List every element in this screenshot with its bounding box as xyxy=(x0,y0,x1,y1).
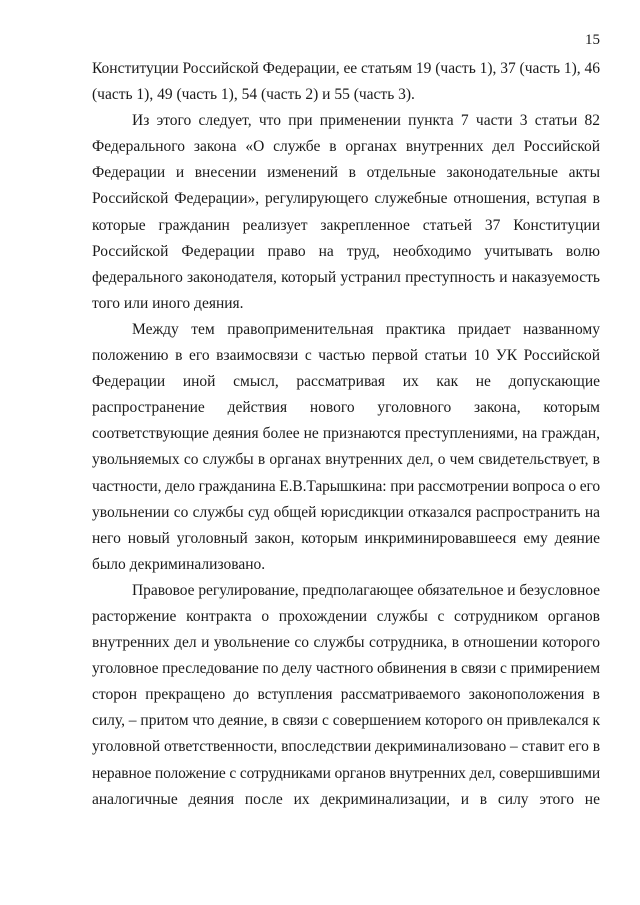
text-line: которые гражданин реализует закрепленное статьей 37 Конституции xyxy=(92,216,600,234)
text-line: уголовной ответственности, впоследствии декриминализовано – ставит его в xyxy=(92,738,600,756)
text-line: Из этого следует, что при применении пункта 7 части 3 статьи 82 xyxy=(132,112,600,130)
text-line: распространение действия нового уголовного закона, которым xyxy=(92,399,600,417)
page-number: 15 xyxy=(585,32,600,48)
text-line: увольнении со службы суд общей юрисдикции отказался распространить на xyxy=(92,503,600,521)
paragraph-1 xyxy=(92,56,600,108)
text-line: Федерации и внесении изменений в отдельные законодательные акты xyxy=(92,164,600,182)
text-line: соответствующие деяния более не признаются преступлениями, на граждан, xyxy=(92,425,600,443)
text-line: Между тем правоприменительная практика придает названному xyxy=(132,320,600,338)
text-line: того или иного деяния. xyxy=(92,294,244,312)
text-line: частности, дело гражданина Е.В.Тарышкина: при рассмотрении вопроса о его xyxy=(92,477,600,495)
text-line: Федерального закона «О службе в органах внутренних дел Российской xyxy=(92,138,600,156)
paragraph-3 xyxy=(92,317,600,578)
text-line: было декриминализовано. xyxy=(92,555,266,573)
text-line: Российской Федерации право на труд, необходимо учитывать волю xyxy=(92,242,600,260)
text-line: увольняемых со службы в органах внутренних дел, о чем свидетельствует, в xyxy=(92,451,600,469)
text-line: Правовое регулирование, предполагающее обязательное и безусловное xyxy=(132,581,600,599)
body-text xyxy=(92,56,600,813)
text-line: него новый уголовный закон, которым инкриминировавшееся ему деяние xyxy=(92,529,600,547)
text-line: Конституции Российской Федерации, ее статьям 19 (часть 1), 37 (часть 1), 46 xyxy=(92,60,600,77)
text-line: положению в его взаимосвязи с частью первой статьи 10 УК Российской xyxy=(92,347,600,365)
text-line: внутренних дел и увольнение со службы сотрудника, в отношении которого xyxy=(92,634,600,652)
text-line: Российской Федерации», регулирующего служебные отношения, вступая в xyxy=(92,190,600,208)
text-line: сторон прекращено до вступления рассматриваемого законоположения в xyxy=(92,686,600,704)
paragraph-4 xyxy=(92,578,600,813)
text-line: аналогичные деяния после их декриминализации, и в силу этого не xyxy=(92,790,600,808)
text-line: (часть 1), 49 (часть 1), 54 (часть 2) и 55 (часть 3). xyxy=(92,86,415,104)
text-line: неравное положение с сотрудниками органов внутренних дел, совершившими xyxy=(92,764,600,782)
text-line: силу, – притом что деяние, в связи с совершением которого он привлекался к xyxy=(92,712,601,730)
text-line: Федерации иной смысл, рассматривая их как не допускающие xyxy=(92,373,600,391)
text-line: уголовное преследование по делу частного обвинения в связи с примирением xyxy=(92,660,600,678)
paragraph-2 xyxy=(92,108,600,317)
text-line: расторжение контракта о прохождении службы с сотрудником органов xyxy=(92,607,600,625)
text-line: федерального законодателя, который устранил преступность и наказуемость xyxy=(92,268,600,286)
